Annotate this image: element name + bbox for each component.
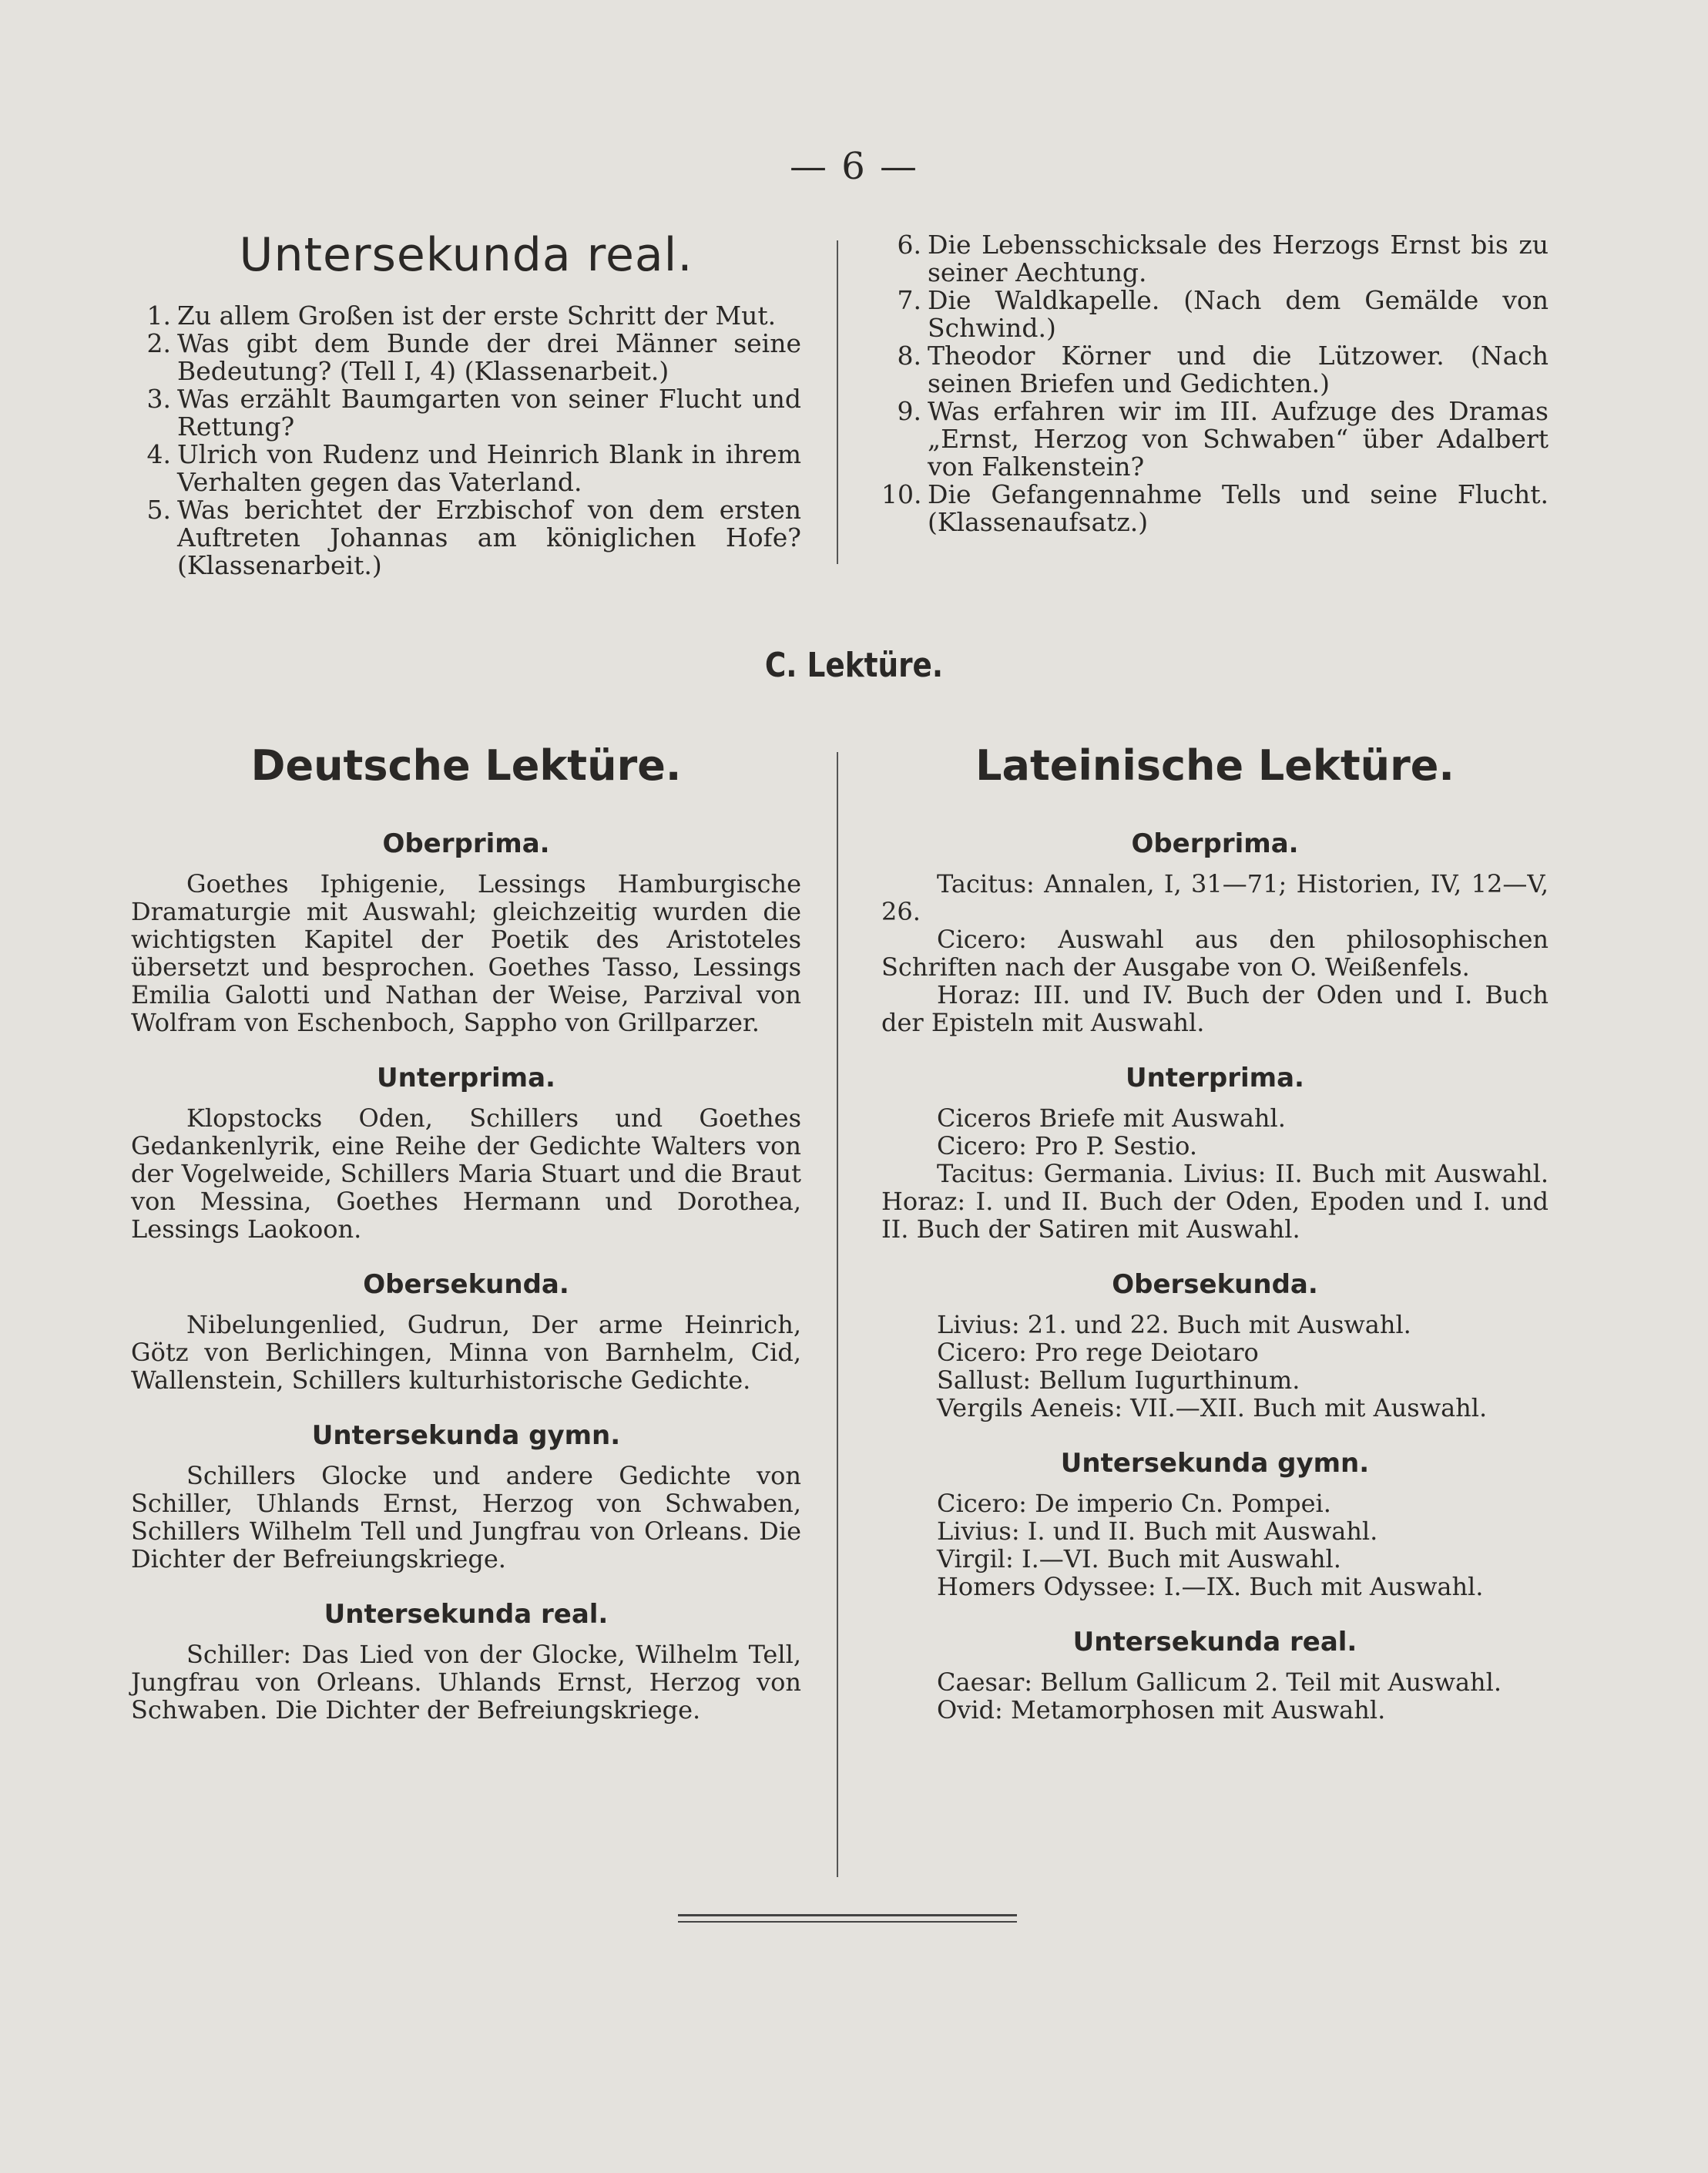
list-item: 4. Ulrich von Rudenz und Heinrich Blank in ihrem Verhalten gegen das Vaterland. (146, 439, 801, 497)
lateinische-lektuere-column (881, 741, 1549, 1724)
class-heading: Unterprima. (1126, 1063, 1304, 1093)
class-heading: Untersekunda real. (324, 1599, 609, 1630)
list-item: 7. Die Waldkapelle. (Nach dem Gemälde von Schwind.) (897, 285, 1549, 343)
list-item: 2. Was gibt dem Bunde der drei Männer seine Bedeutung? (Tell I, 4) (Klassenarbeit.) (146, 328, 801, 386)
reading-line: Vergils Aeneis: VII.—XII. Buch mit Auswahl. (937, 1393, 1488, 1422)
column-title: Lateinische Lektüre. (975, 741, 1455, 790)
reading-paragraph: Tacitus: Germania. Livius: II. Buch mit Auswahl. Horaz: I. und II. Buch der Oden, Epoden und I. und II. Buch der Satiren mit Auswahl. (881, 1159, 1549, 1244)
essay-topics-right (881, 231, 1549, 536)
reading-paragraph: Goethes Iphigenie, Lessings Hamburgische Dramaturgie mit Auswahl; gleichzeitig wurden die wichtigsten Kapitel der Poetik des Aristoteles übersetzt und besprochen. Goethes Tasso, Lessings Emilia Galotti und Nathan der Weise, Parzival von Wolfram von Eschenboch, Sappho von Grillparzer. (131, 869, 801, 1037)
reading-paragraph: Tacitus: Annalen, I, 31—71; Historien, IV, 12—V, 26. (881, 869, 1549, 926)
reading-line: Homers Odyssee: I.—IX. Buch mit Auswahl. (937, 1572, 1484, 1601)
list-item: 5. Was berichtet der Erzbischof von dem ersten Auftreten Johannas am königlichen Hofe? (Klassenarbeit.) (146, 495, 801, 580)
reading-line: Cicero: De imperio Cn. Pompei. (937, 1489, 1331, 1518)
reading-line: Cicero: Pro P. Sestio. (937, 1131, 1197, 1160)
column-divider (837, 240, 838, 564)
class-heading: Obersekunda. (363, 1269, 569, 1300)
column-divider (837, 752, 838, 1877)
list-item: 6. Die Lebensschicksale des Herzogs Ernst bis zu seiner Aechtung. (897, 230, 1549, 287)
class-heading: Untersekunda gymn. (311, 1420, 621, 1451)
reading-line: Livius: 21. und 22. Buch mit Auswahl. (937, 1310, 1411, 1339)
reading-line: Livius: I. und II. Buch mit Auswahl. (937, 1516, 1378, 1546)
page-number: — 6 — (789, 145, 919, 188)
list-item: 10. Die Gefangennahme Tells und seine Flucht. (Klassenaufsatz.) (881, 479, 1549, 537)
closing-rule (678, 1921, 1017, 1923)
lektuere-heading: C. Lektüre. (764, 646, 944, 685)
class-heading: Obersekunda. (1112, 1269, 1318, 1300)
essay-topics-left (131, 228, 801, 579)
column-title: Deutsche Lektüre. (250, 741, 682, 790)
class-heading: Untersekunda gymn. (1060, 1448, 1370, 1479)
reading-paragraph: Schillers Glocke und andere Gedichte von Schiller, Uhlands Ernst, Herzog von Schwaben, Schillers Wilhelm Tell und Jungfrau von Orleans. Die Dichter der Befreiungskriege. (131, 1461, 801, 1573)
list-item: 3. Was erzählt Baumgarten von seiner Flucht und Rettung? (146, 384, 801, 442)
reading-paragraph: Horaz: III. und IV. Buch der Oden und I. Buch der Episteln mit Auswahl. (881, 980, 1549, 1037)
list-item: 1. Zu allem Großen ist der erste Schritt der Mut. (146, 301, 777, 331)
class-heading: Oberprima. (382, 828, 550, 859)
reading-paragraph: Klopstocks Oden, Schillers und Goethes Gedankenlyrik, eine Reihe der Gedichte Walters von der Vogelweide, Schillers Maria Stuart und die Braut von Messina, Goethes Hermann und Dorothea, Lessings Laokoon. (131, 1103, 801, 1244)
reading-line: Ovid: Metamorphosen mit Auswahl. (937, 1695, 1386, 1725)
list-item: 9. Was erfahren wir im III. Aufzuge des Dramas „Ernst, Herzog von Schwaben“ über Adalbert von Falkenstein? (897, 396, 1549, 482)
reading-line: Caesar: Bellum Gallicum 2. Teil mit Auswahl. (937, 1668, 1502, 1697)
class-heading: Untersekunda real. (1072, 1627, 1357, 1657)
reading-paragraph: Schiller: Das Lied von der Glocke, Wilhelm Tell, Jungfrau von Orleans. Uhlands Ernst, Herzog von Schwaben. Die Dichter der Befreiungskriege. (131, 1640, 801, 1725)
reading-line: Cicero: Pro rege Deiotaro (937, 1338, 1259, 1367)
section-title: Untersekunda real. (239, 228, 693, 282)
list-item: 8. Theodor Körner und die Lützower. (Nach seinen Briefen und Gedichten.) (897, 341, 1549, 398)
reading-line: Ciceros Briefe mit Auswahl. (937, 1103, 1286, 1133)
reading-paragraph: Nibelungenlied, Gudrun, Der arme Heinrich, Götz von Berlichingen, Minna von Barnhelm, Cid, Wallenstein, Schillers kulturhistorische Gedichte. (131, 1310, 801, 1395)
deutsche-lektuere-column (131, 741, 801, 1724)
reading-line: Sallust: Bellum Iugurthinum. (937, 1365, 1300, 1395)
class-heading: Unterprima. (377, 1063, 555, 1093)
closing-rule (678, 1914, 1017, 1916)
class-heading: Oberprima. (1131, 828, 1299, 859)
reading-line: Virgil: I.—VI. Buch mit Auswahl. (937, 1544, 1341, 1573)
reading-paragraph: Cicero: Auswahl aus den philosophischen Schriften nach der Ausgabe von O. Weißenfels. (881, 925, 1549, 982)
